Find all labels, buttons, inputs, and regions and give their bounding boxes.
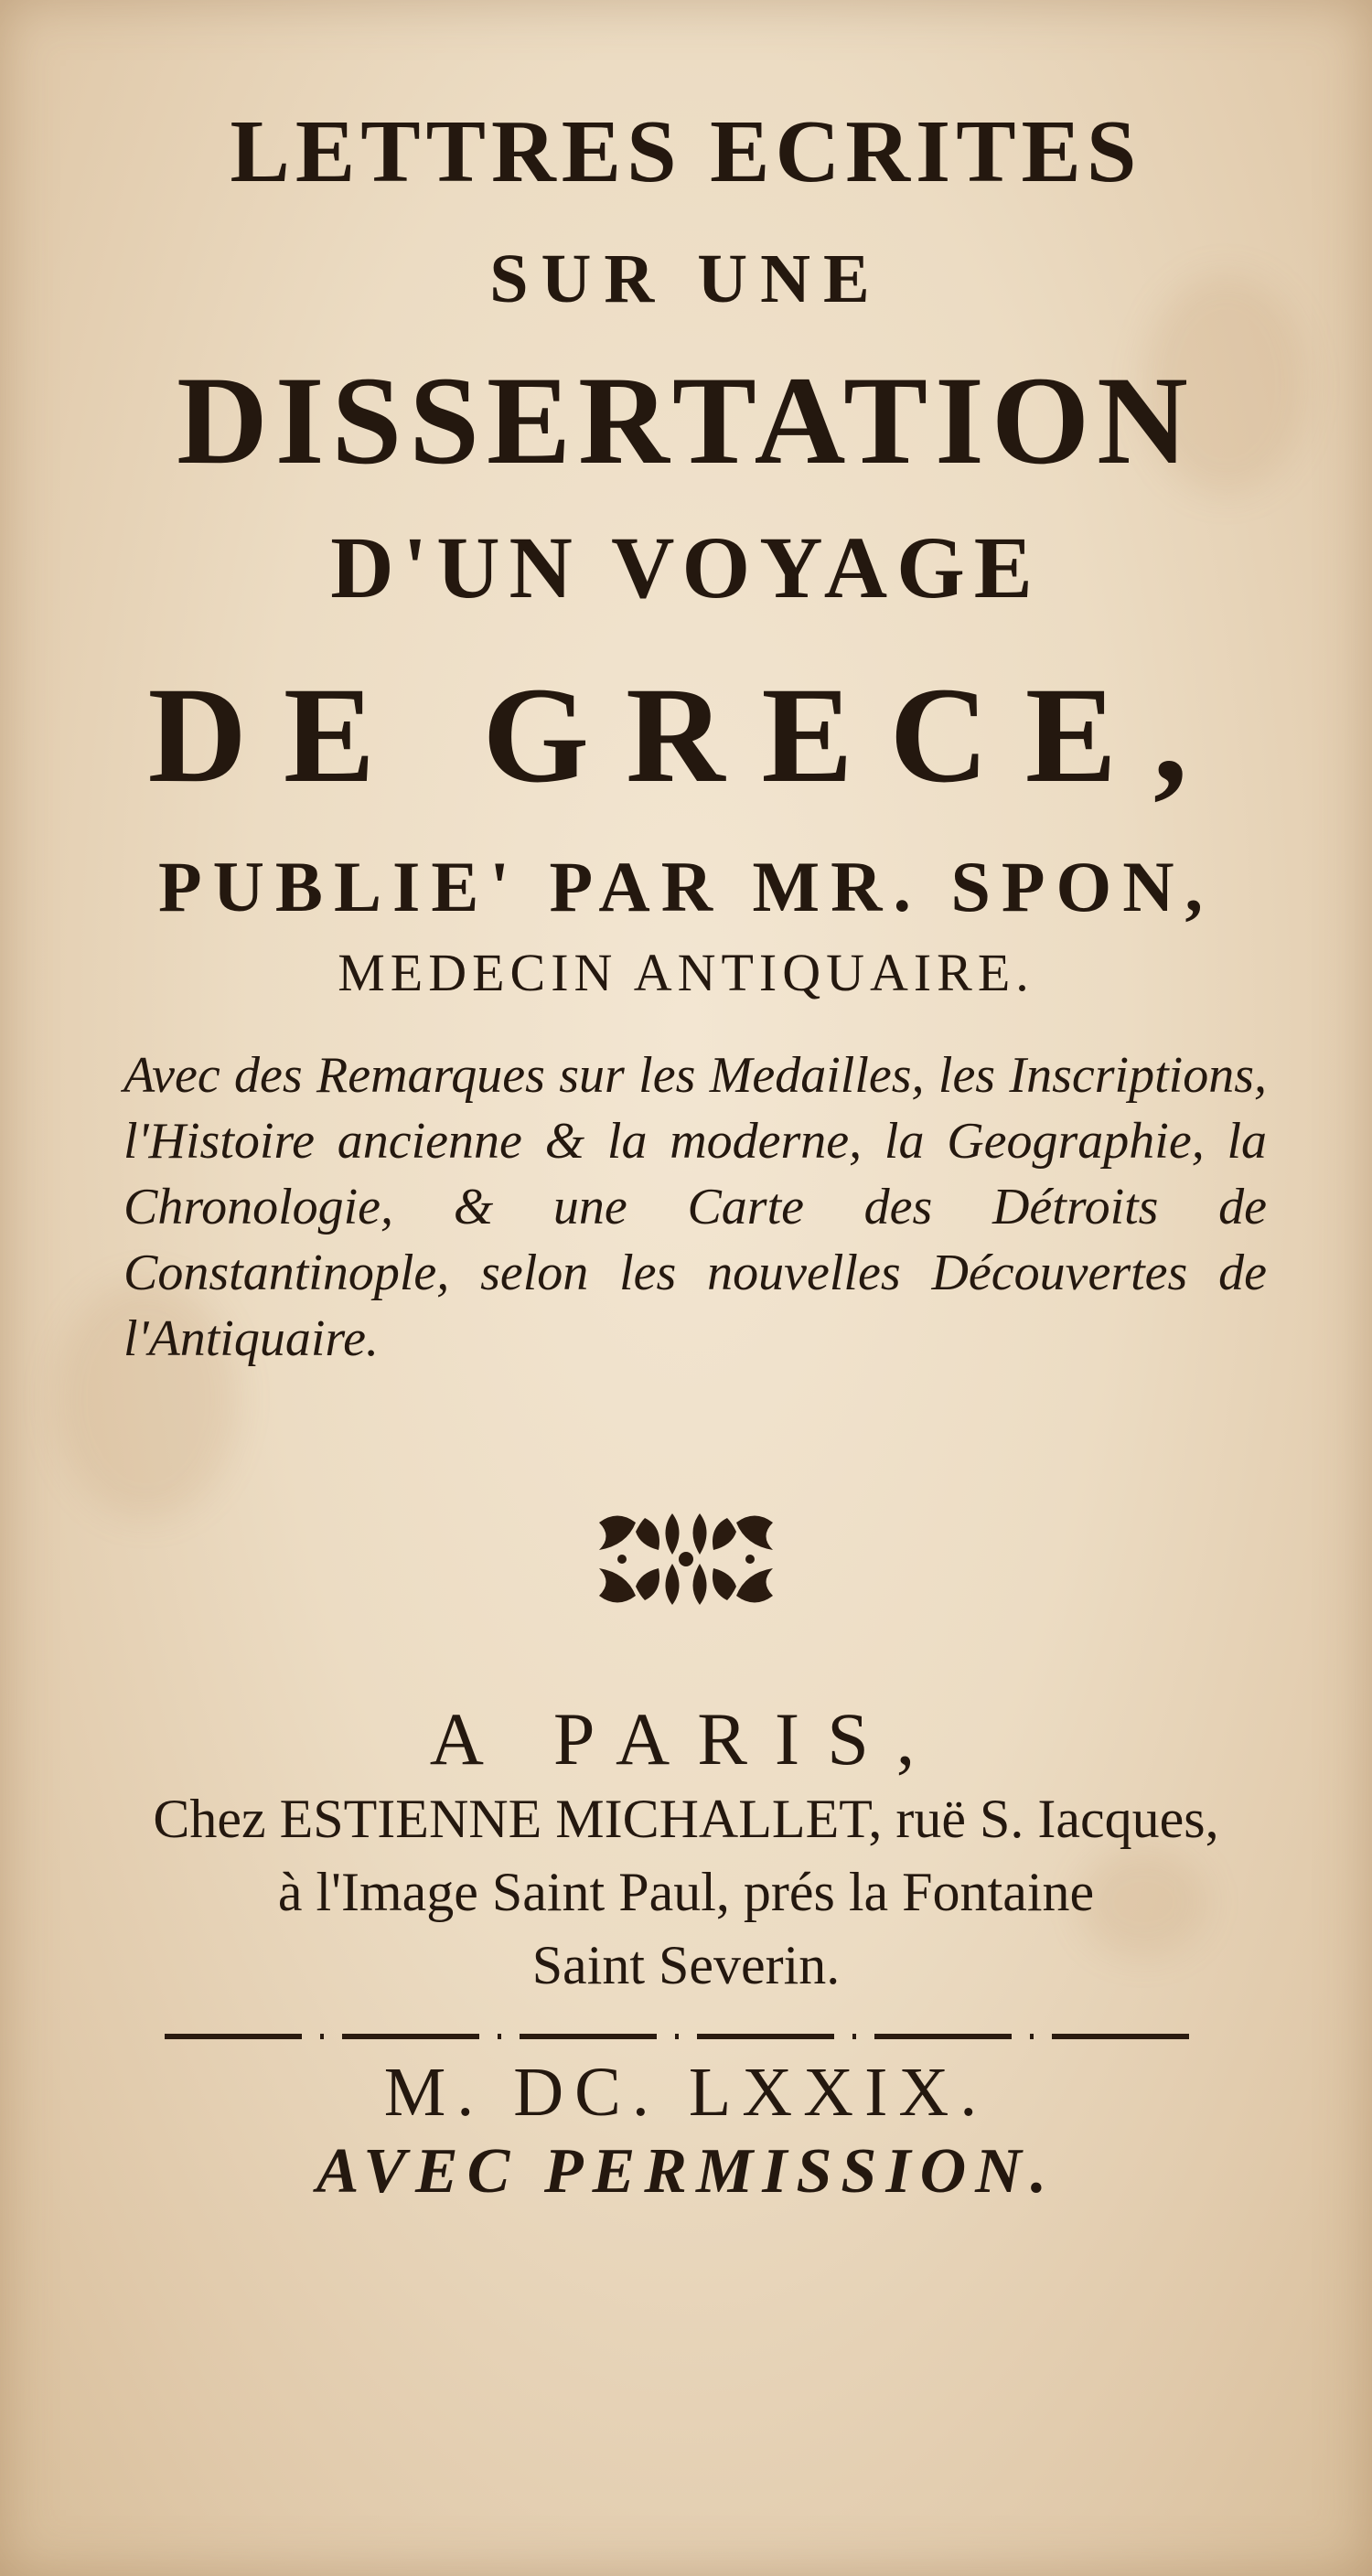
imprint-address: à l'Image Saint Paul, prés la Fontaine bbox=[277, 1862, 1095, 1922]
printers-fleuron-icon bbox=[0, 1504, 1372, 1619]
title-line-sur-une: SUR UNE bbox=[489, 240, 883, 317]
author-profession: MEDECIN ANTIQUAIRE. bbox=[338, 943, 1034, 1002]
title-line-dissertation: DISSERTATION bbox=[177, 350, 1195, 490]
imprint-city: A PARIS, bbox=[429, 1697, 943, 1780]
imprint-publisher: Chez ESTIENNE MICHALLET, ruë S. Iacques, bbox=[153, 1789, 1219, 1849]
title-line-de-grece: DE GRECE, bbox=[147, 659, 1225, 811]
imprint-location: Saint Severin. bbox=[531, 1935, 841, 1995]
title-line-lettres-ecrites: LETTRES ECRITES bbox=[230, 102, 1142, 201]
author-line: PUBLIE' PAR MR. SPON, bbox=[157, 847, 1215, 926]
privilege-line: AVEC PERMISSION. bbox=[316, 2136, 1056, 2207]
title-line-dun-voyage: D'UN VOYAGE bbox=[330, 518, 1042, 616]
decorative-rule bbox=[165, 2032, 1207, 2041]
description-paragraph: Avec des Remarques sur les Medailles, les Inscriptions, l'Histoire ancienne & la moderne, la Geographie, la Chronologie, & une Carte des Détroits de Constantinople, selon les nouvelles Découvertes de l'Antiquaire. bbox=[123, 1047, 1267, 1367]
publication-date: M. DC. LXXIX. bbox=[383, 2054, 989, 2131]
